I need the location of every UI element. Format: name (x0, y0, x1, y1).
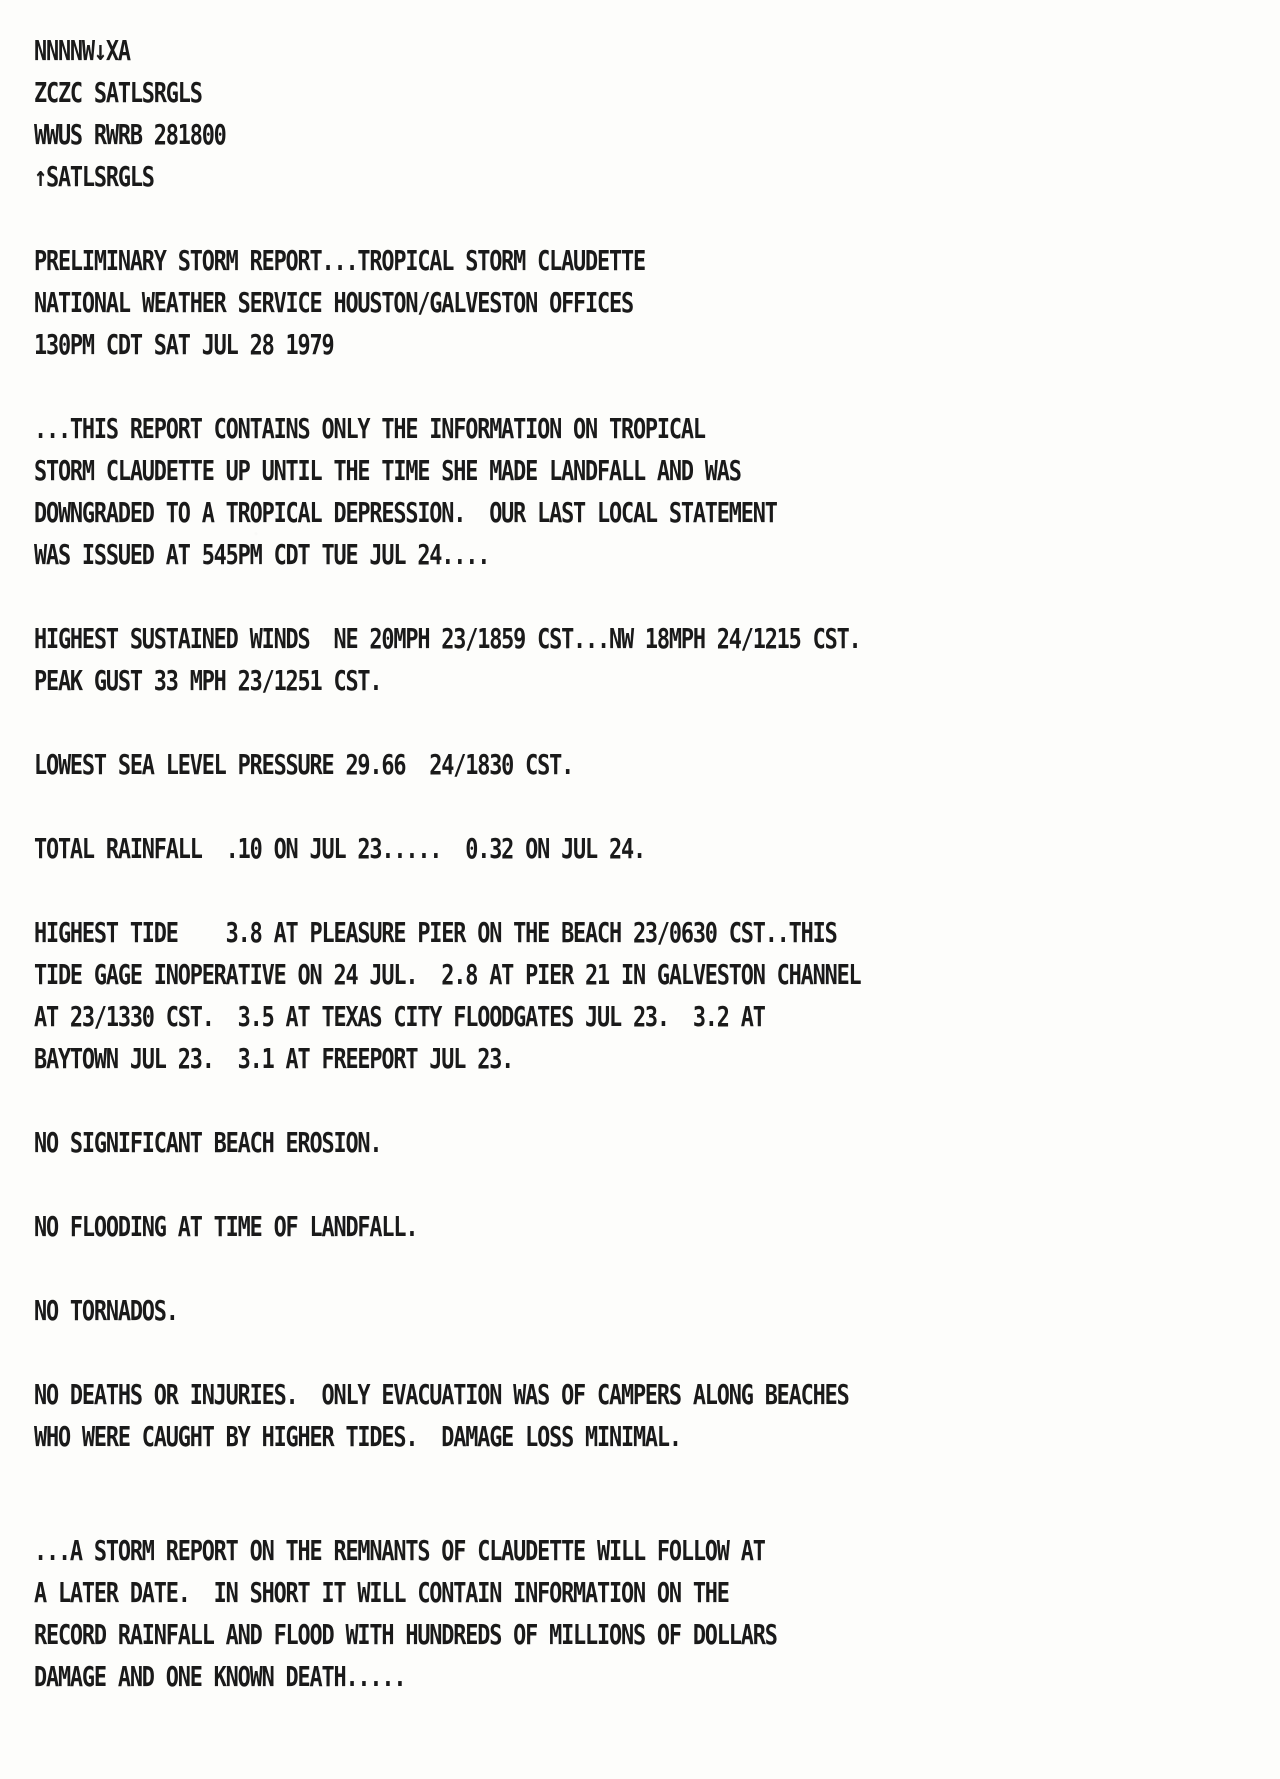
intro-line: ...THIS REPORT CONTAINS ONLY THE INFORMATION ON TROPICAL (34, 412, 705, 445)
header-line: WWUS RWRB 281800 (34, 118, 226, 151)
tide-line: AT 23/1330 CST. 3.5 AT TEXAS CITY FLOODGATES JUL 23. 3.2 AT (34, 1000, 765, 1033)
casualties-paragraph (34, 1374, 986, 1458)
pressure-line: LOWEST SEA LEVEL PRESSURE 29.66 24/1830 CST. (34, 748, 574, 781)
erosion-paragraph (34, 1122, 986, 1164)
storm-report-document (34, 30, 986, 1698)
winds-paragraph (34, 618, 986, 702)
flooding-paragraph (34, 1206, 986, 1248)
intro-paragraph (34, 408, 986, 576)
rainfall-line: TOTAL RAINFALL .10 ON JUL 23..... 0.32 ON JUL 24. (34, 832, 645, 865)
tide-line: HIGHEST TIDE 3.8 AT PLEASURE PIER ON THE BEACH 23/0630 CST..THIS (34, 916, 837, 949)
flooding-line: NO FLOODING AT TIME OF LANDFALL. (34, 1210, 418, 1243)
header-line: ↑SATLSRGLS (34, 160, 154, 193)
report-title: PRELIMINARY STORM REPORT...TROPICAL STORM CLAUDETTE (34, 244, 645, 277)
winds-line: PEAK GUST 33 MPH 23/1251 CST. (34, 664, 382, 697)
tornados-paragraph (34, 1290, 986, 1332)
title-block (34, 240, 986, 366)
winds-line: HIGHEST SUSTAINED WINDS NE 20MPH 23/1859 CST...NW 18MPH 24/1215 CST. (34, 622, 861, 655)
header-block (34, 30, 986, 198)
header-line: NNNNW↓XA (34, 34, 130, 67)
intro-line: WAS ISSUED AT 545PM CDT TUE JUL 24.... (34, 538, 490, 571)
casualties-line: WHO WERE CAUGHT BY HIGHER TIDES. DAMAGE LOSS MINIMAL. (34, 1420, 681, 1453)
followup-line: A LATER DATE. IN SHORT IT WILL CONTAIN INFORMATION ON THE (34, 1576, 729, 1609)
tide-line: BAYTOWN JUL 23. 3.1 AT FREEPORT JUL 23. (34, 1042, 514, 1075)
casualties-line: NO DEATHS OR INJURIES. ONLY EVACUATION WAS OF CAMPERS ALONG BEACHES (34, 1378, 849, 1411)
followup-line: DAMAGE AND ONE KNOWN DEATH..... (34, 1660, 406, 1693)
followup-line: RECORD RAINFALL AND FLOOD WITH HUNDREDS OF MILLIONS OF DOLLARS (34, 1618, 777, 1651)
tide-line: TIDE GAGE INOPERATIVE ON 24 JUL. 2.8 AT PIER 21 IN GALVESTON CHANNEL (34, 958, 861, 991)
followup-paragraph (34, 1530, 986, 1698)
tide-paragraph (34, 912, 986, 1080)
issuing-office: NATIONAL WEATHER SERVICE HOUSTON/GALVESTON OFFICES (34, 286, 633, 319)
header-line: ZCZC SATLSRGLS (34, 76, 202, 109)
followup-line: ...A STORM REPORT ON THE REMNANTS OF CLAUDETTE WILL FOLLOW AT (34, 1534, 765, 1567)
issue-time: 130PM CDT SAT JUL 28 1979 (34, 328, 334, 361)
tornados-line: NO TORNADOS. (34, 1294, 178, 1327)
erosion-line: NO SIGNIFICANT BEACH EROSION. (34, 1126, 382, 1159)
intro-line: STORM CLAUDETTE UP UNTIL THE TIME SHE MADE LANDFALL AND WAS (34, 454, 741, 487)
intro-line: DOWNGRADED TO A TROPICAL DEPRESSION. OUR LAST LOCAL STATEMENT (34, 496, 777, 529)
pressure-paragraph (34, 744, 986, 786)
rainfall-paragraph (34, 828, 986, 870)
